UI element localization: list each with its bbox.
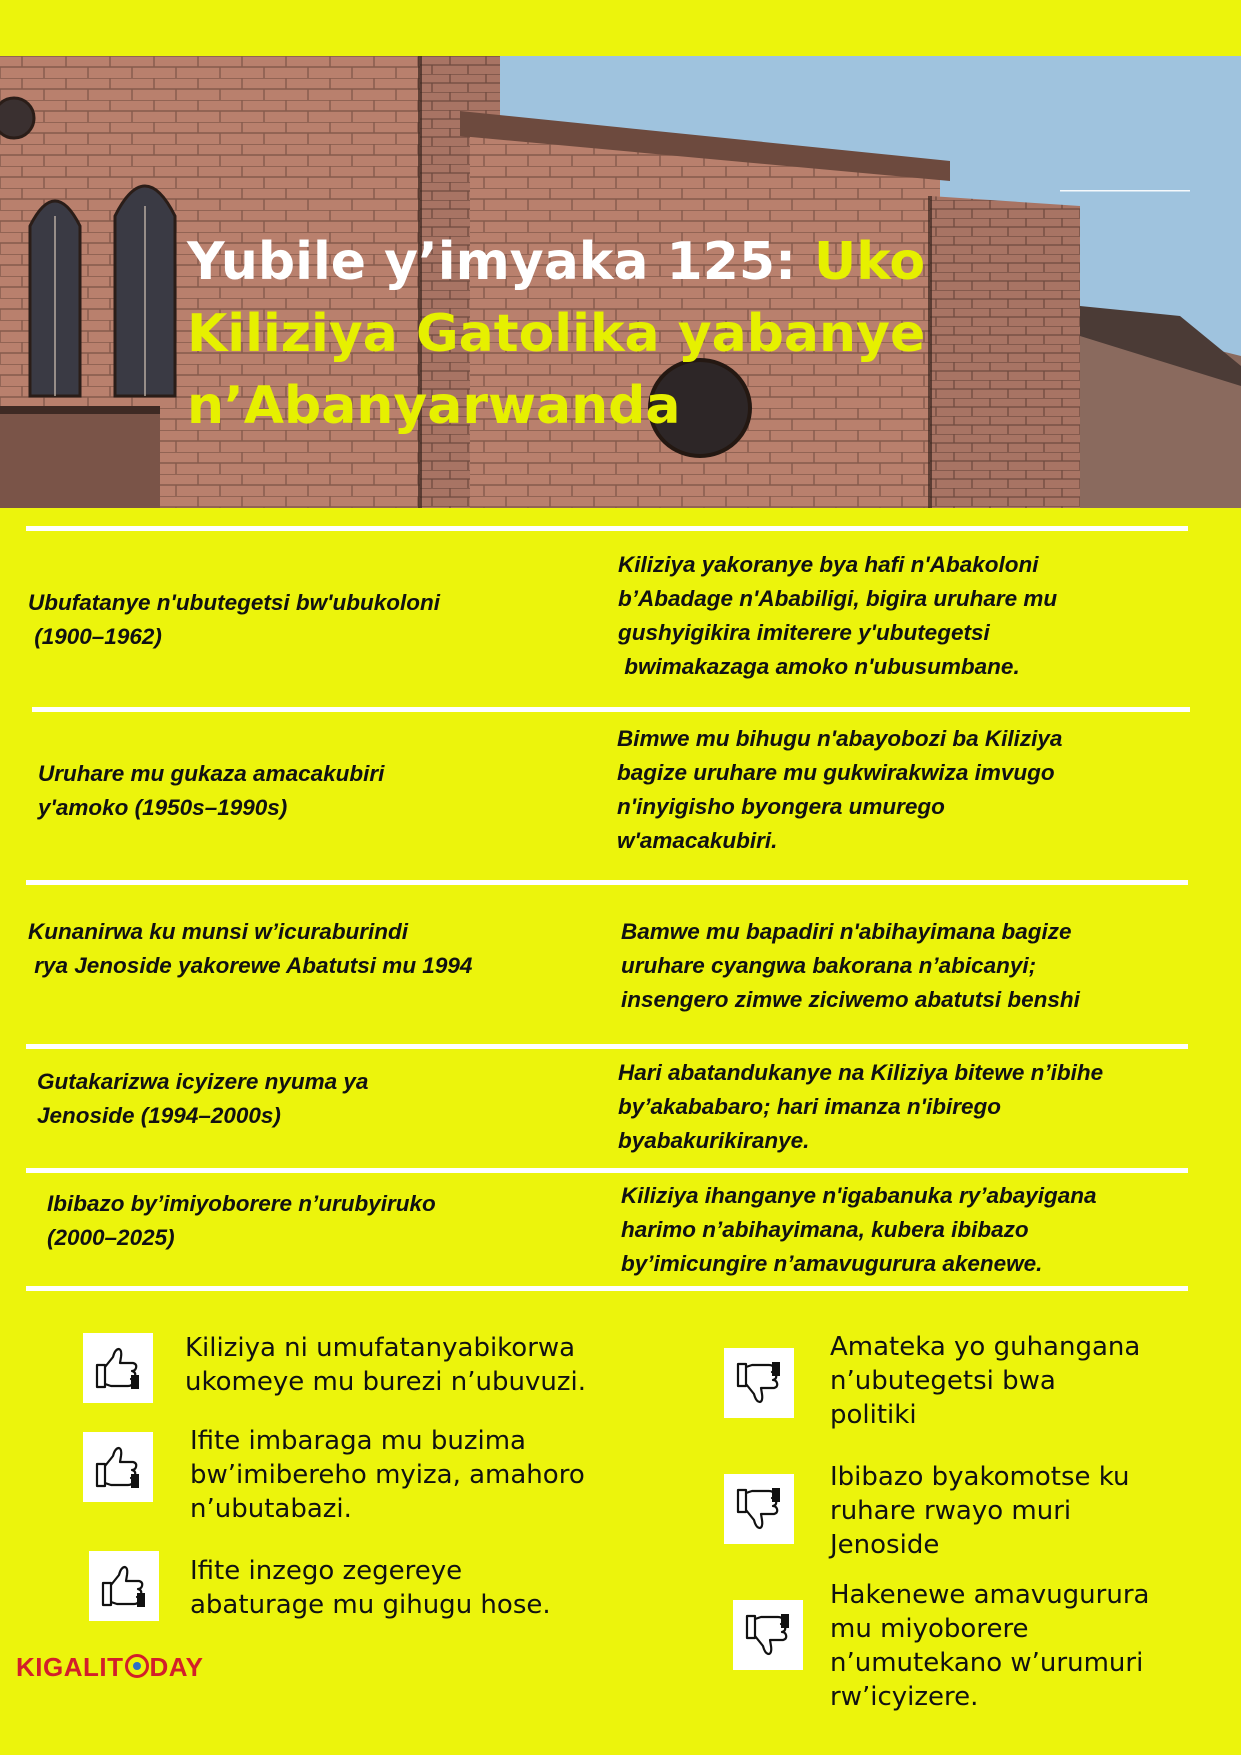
strength-line: Ifite inzego zegereye	[190, 1556, 463, 1586]
table-divider	[26, 1168, 1188, 1173]
thumbs-down-icon	[724, 1474, 794, 1544]
period-line: Uruhare mu gukaza amacakubiri	[38, 761, 385, 786]
description-line: uruhare cyangwa bakorana n’abicanyi;	[621, 953, 1037, 978]
period-line: rya Jenoside yakorewe Abatutsi mu 1994	[28, 953, 473, 978]
timeline-description	[618, 548, 1218, 684]
thumbs-up-icon	[89, 1551, 159, 1621]
period-line: (2000–2025)	[47, 1225, 175, 1250]
description-line: by’akababaro; hari imanza n'ibirego	[618, 1094, 1001, 1119]
strength-line: Kiliziya ni umufatanyabikorwa	[185, 1333, 576, 1363]
description-line: harimo n’abihayimana, kubera ibibazo	[621, 1217, 1029, 1242]
timeline-description	[617, 722, 1217, 858]
table-divider	[26, 1044, 1188, 1049]
weakness-line: n’ubutegetsi bwa	[830, 1366, 1056, 1396]
description-line: Kiliziya yakoranye bya hafi n'Abakoloni	[618, 552, 1039, 577]
timeline-description	[621, 1179, 1221, 1281]
weakness-line: Jenoside	[830, 1530, 940, 1560]
period-line: Jenoside (1994–2000s)	[37, 1103, 281, 1128]
description-line: bagize uruhare mu gukwirakwiza imvugo	[617, 760, 1055, 785]
weakness-line: Ibibazo byakomotse ku	[830, 1462, 1130, 1492]
thumbs-down-icon	[724, 1348, 794, 1418]
period-line: Ubufatanye n'ubutegetsi bw'ubukoloni	[28, 590, 440, 615]
weakness-line: Amateka yo guhangana	[830, 1332, 1141, 1362]
hero-illustration	[0, 56, 1241, 508]
title-line-3: n’Abanyarwanda	[187, 376, 681, 436]
strength-line: n’ubutabazi.	[190, 1494, 352, 1524]
timeline-description	[618, 1056, 1228, 1158]
timeline-period	[28, 586, 588, 654]
description-line: b’Abadage n'Ababiligi, bigira uruhare mu	[618, 586, 1058, 611]
description-line: bwimakazaga amoko n'ubusumbane.	[618, 654, 1020, 679]
description-line: gushyigikira imiterere y'ubutegetsi	[618, 620, 990, 645]
kigalitoday-logo	[16, 1652, 204, 1683]
strength-line: abaturage mu gihugu hose.	[190, 1590, 551, 1620]
weakness-line: politiki	[830, 1400, 917, 1430]
title-white-part: Yubile y’imyaka 125:	[187, 232, 814, 292]
description-line: Kiliziya ihanganye n'igabanuka ry’abayigana	[621, 1183, 1097, 1208]
period-line: Ibibazo by’imiyoborere n’urubyiruko	[47, 1191, 436, 1216]
timeline-period	[37, 1065, 597, 1133]
period-line: y'amoko (1950s–1990s)	[38, 795, 288, 820]
thumbs-down-icon	[733, 1600, 803, 1670]
strength-item	[190, 1424, 630, 1526]
description-line: w'amacakubiri.	[617, 828, 778, 853]
table-divider	[26, 526, 1188, 531]
thumbs-up-icon	[83, 1333, 153, 1403]
weakness-line: rw’icyizere.	[830, 1682, 979, 1712]
page-title	[187, 226, 987, 442]
strength-line: bw’imibereho myiza, amahoro	[190, 1460, 585, 1490]
period-line: Kunanirwa ku munsi w’icuraburindi	[28, 919, 409, 944]
timeline-period	[28, 915, 598, 983]
strength-line: ukomeye mu burezi n’ubuvuzi.	[185, 1367, 586, 1397]
description-line: Hari abatandukanye na Kiliziya bitewe n’ibihe	[618, 1060, 1104, 1085]
weakness-item	[830, 1460, 1241, 1562]
timeline-description	[621, 915, 1221, 1017]
strength-line: Ifite imbaraga mu buzima	[190, 1426, 526, 1456]
description-line: insengero zimwe ziciwemo abatutsi benshi	[621, 987, 1080, 1012]
weakness-line: ruhare rwayo muri	[830, 1496, 1072, 1526]
table-divider	[26, 1286, 1188, 1291]
description-line: byabakurikiranye.	[618, 1128, 810, 1153]
logo-o-icon	[125, 1654, 149, 1678]
period-line: (1900–1962)	[28, 624, 162, 649]
description-line: n'inyigisho byongera umurego	[617, 794, 945, 819]
timeline-period	[47, 1187, 607, 1255]
description-line: Bimwe mu bihugu n'abayobozi ba Kiliziya	[617, 726, 1063, 751]
strength-item	[190, 1554, 630, 1622]
weakness-line: n’umutekano w’urumuri	[830, 1648, 1144, 1678]
logo-text-part-1: KIGALIT	[16, 1652, 124, 1682]
title-line-2: Kiliziya Gatolika yabanye	[187, 304, 926, 364]
description-line: Bamwe mu bapadiri n'abihayimana bagize	[621, 919, 1072, 944]
weakness-line: mu miyoborere	[830, 1614, 1029, 1644]
description-line: by’imicungire n’amavugurura akenewe.	[621, 1251, 1043, 1276]
period-line: Gutakarizwa icyizere nyuma ya	[37, 1069, 369, 1094]
weakness-line: Hakenewe amavugurura	[830, 1580, 1150, 1610]
strength-item	[185, 1331, 625, 1399]
weakness-item	[830, 1330, 1241, 1432]
title-highlight-part: Uko	[814, 232, 926, 292]
table-divider	[26, 880, 1188, 885]
timeline-period	[38, 757, 598, 825]
table-divider	[32, 707, 1190, 712]
weakness-item	[830, 1578, 1241, 1714]
thumbs-up-icon	[83, 1432, 153, 1502]
logo-text-part-2: DAY	[149, 1652, 204, 1682]
